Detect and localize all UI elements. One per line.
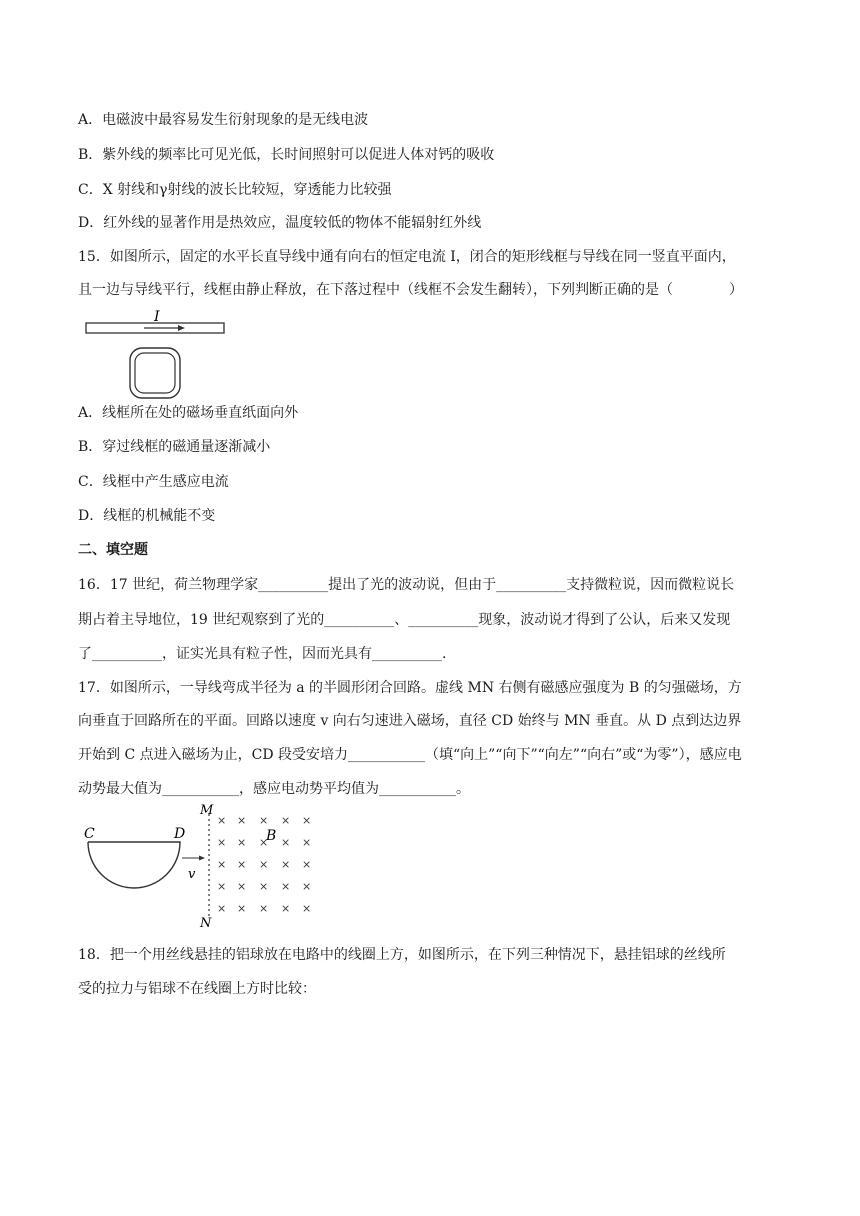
q15-stem-line2: 且一边与导线平行，线框由静止释放，在下落过程中（线框不会发生翻转），下列判断正确的是（ ）: [78, 282, 743, 298]
label-d: D: [174, 826, 186, 842]
q15-stem-line1: 15．如图所示，固定的水平长直导线中通有向右的恒定电流 I，闭合的矩形线框与导线在同一竖直平面内，: [78, 249, 736, 265]
q14-option-a: A．电磁波中最容易发生衍射现象的是无线电波: [78, 112, 369, 128]
label-c: C: [84, 826, 95, 842]
label-b: B: [266, 828, 277, 844]
current-arrowhead: [178, 325, 185, 331]
field-cross: ×: [217, 836, 227, 849]
field-cross: ×: [259, 814, 269, 827]
q15-option-c: C．线框中产生感应电流: [78, 474, 229, 490]
field-cross: ×: [259, 836, 269, 849]
q17-line2: 向垂直于回路所在的平面。回路以速度 v 向右匀速进入磁场，直径 CD 始终与 MN 垂直。从 D 点到达边界: [78, 713, 742, 729]
field-cross: ×: [237, 880, 247, 893]
field-cross: ×: [237, 858, 247, 871]
label-v: v: [188, 867, 196, 882]
q18-line2: 受的拉力与铝球不在线圈上方时比较：: [78, 981, 316, 997]
q17-line1: 17．如图所示，一导线弯成半径为 a 的半圆形闭合回路。虚线 MN 右侧有磁感应强度为 B 的匀强磁场，方: [78, 680, 742, 696]
q18-line1: 18．把一个用丝线悬挂的铝球放在电路中的线圈上方，如图所示，在下列三种情况下，悬挂铝球的丝线所: [78, 947, 726, 963]
semicircle-loop: [88, 842, 180, 888]
magnetic-field-crosses: [217, 814, 311, 915]
field-cross: ×: [302, 902, 312, 915]
field-cross: ×: [302, 814, 312, 827]
q15-figure: [84, 306, 234, 400]
q16-line1: 16．17 世纪，荷兰物理学家__________提出了光的波动说，但由于__________支持微粒说，因而微粒说长: [78, 577, 735, 593]
field-cross: ×: [217, 902, 227, 915]
q14-option-b: B．紫外线的频率比可见光低，长时间照射可以促进人体对钙的吸收: [78, 147, 495, 163]
velocity-arrowhead: [199, 856, 205, 861]
field-cross: ×: [217, 858, 227, 871]
q17-line3: 开始到 C 点进入磁场为止，CD 段受安培力___________（填“向上”“向下”“向左”“向右”或“为零”），感应电: [78, 747, 742, 763]
q14-option-c: C．X 射线和γ射线的波长比较短，穿透能力比较强: [78, 182, 392, 198]
label-m: M: [200, 803, 214, 818]
field-cross: ×: [281, 814, 291, 827]
field-cross: ×: [281, 836, 291, 849]
field-cross: ×: [217, 880, 227, 893]
q14-option-d: D．红外线的显著作用是热效应，温度较低的物体不能辐射红外线: [78, 215, 482, 231]
wire-frame-inner: [135, 353, 175, 393]
field-cross: ×: [302, 880, 312, 893]
field-cross: ×: [237, 814, 247, 827]
field-cross: ×: [259, 880, 269, 893]
q16-line3: 了__________，证实光具有粒子性，因而光具有__________.: [78, 646, 447, 662]
q17-figure: [84, 800, 324, 928]
current-label: I: [154, 309, 160, 325]
field-cross: ×: [259, 902, 269, 915]
q17-line4: 动势最大值为___________，感应电动势平均值为___________。: [78, 781, 470, 797]
field-cross: ×: [217, 814, 227, 827]
field-cross: ×: [259, 858, 269, 871]
field-cross: ×: [237, 836, 247, 849]
q16-line2: 期占着主导地位，19 世纪观察到了光的__________、__________现象，波动说才得到了公认，后来又发现: [78, 612, 731, 628]
q15-option-a: A．线框所在处的磁场垂直纸面向外: [78, 405, 299, 421]
field-cross: ×: [281, 902, 291, 915]
section-heading-fill-in: 二、填空题: [78, 542, 148, 558]
field-cross: ×: [281, 880, 291, 893]
label-n: N: [200, 916, 212, 928]
field-cross: ×: [237, 902, 247, 915]
field-cross: ×: [302, 836, 312, 849]
q15-option-b: B．穿过线框的磁通量逐渐减小: [78, 439, 271, 455]
q15-option-d: D．线框的机械能不变: [78, 508, 216, 524]
field-cross: ×: [281, 858, 291, 871]
field-cross: ×: [302, 858, 312, 871]
